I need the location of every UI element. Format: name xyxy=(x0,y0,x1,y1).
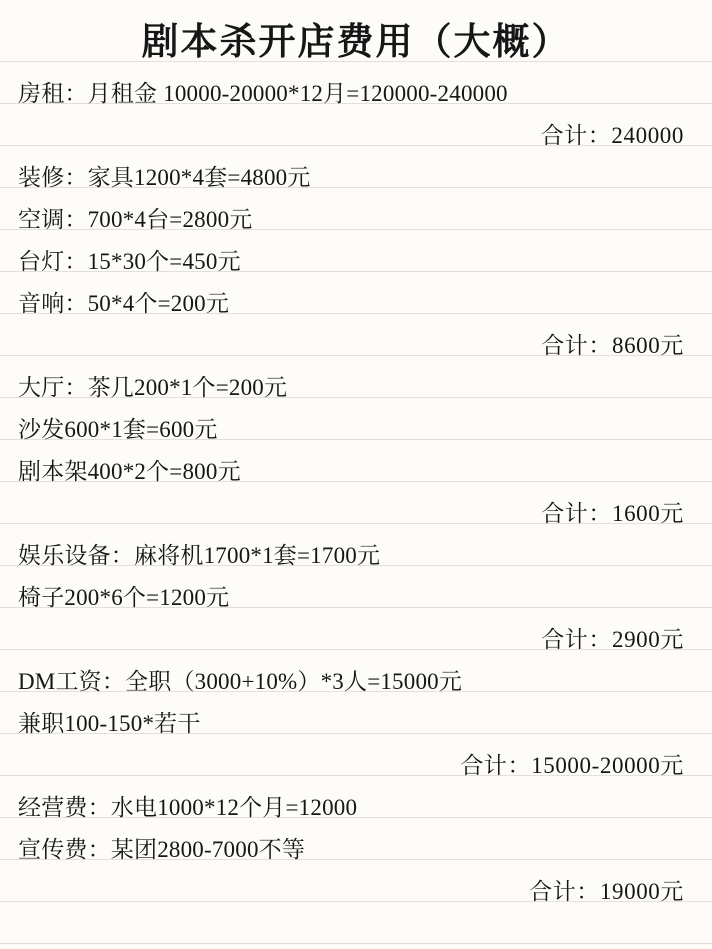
expense-item-line: 空调：700*4台=2800元 xyxy=(18,206,253,232)
title-row xyxy=(12,0,700,70)
expense-item-line: 剧本架400*2个=800元 xyxy=(18,458,241,484)
expense-item-line: 沙发600*1套=600元 xyxy=(18,416,218,442)
expense-total-line: 合计：2900元 xyxy=(541,626,684,652)
expense-total-line: 合计：240000 xyxy=(540,122,684,148)
expense-total-line: 合计：15000-20000元 xyxy=(460,752,684,778)
expense-item-line: 经营费：水电1000*12个月=12000 xyxy=(18,794,358,820)
expense-item-line: 台灯：15*30个=450元 xyxy=(18,248,241,274)
expense-item-line: 兼职100-150*若干 xyxy=(18,710,201,736)
page-title: 剧本杀开店费用（大概） xyxy=(141,22,571,63)
expense-item-line: 宣传费：某团2800-7000不等 xyxy=(18,836,306,862)
expense-item-line: 娱乐设备：麻将机1700*1套=1700元 xyxy=(18,542,381,568)
expense-item-line: 装修：家具1200*4套=4800元 xyxy=(18,164,311,190)
expense-total-line: 合计：1600元 xyxy=(541,500,684,526)
expense-total-line: 合计：8600元 xyxy=(541,332,684,358)
expense-line-list xyxy=(12,70,700,910)
expense-total-line: 合计：19000元 xyxy=(529,878,684,904)
expense-item-line: 房租：月租金 10000-20000*12月=120000-240000 xyxy=(18,80,508,106)
expense-item-line: 椅子200*6个=1200元 xyxy=(18,584,230,610)
expense-item-line: DM工资：全职（3000+10%）*3人=15000元 xyxy=(18,668,463,694)
expense-item-line: 音响：50*4个=200元 xyxy=(18,290,230,316)
expense-item-line: 大厅：茶几200*1个=200元 xyxy=(18,374,288,400)
